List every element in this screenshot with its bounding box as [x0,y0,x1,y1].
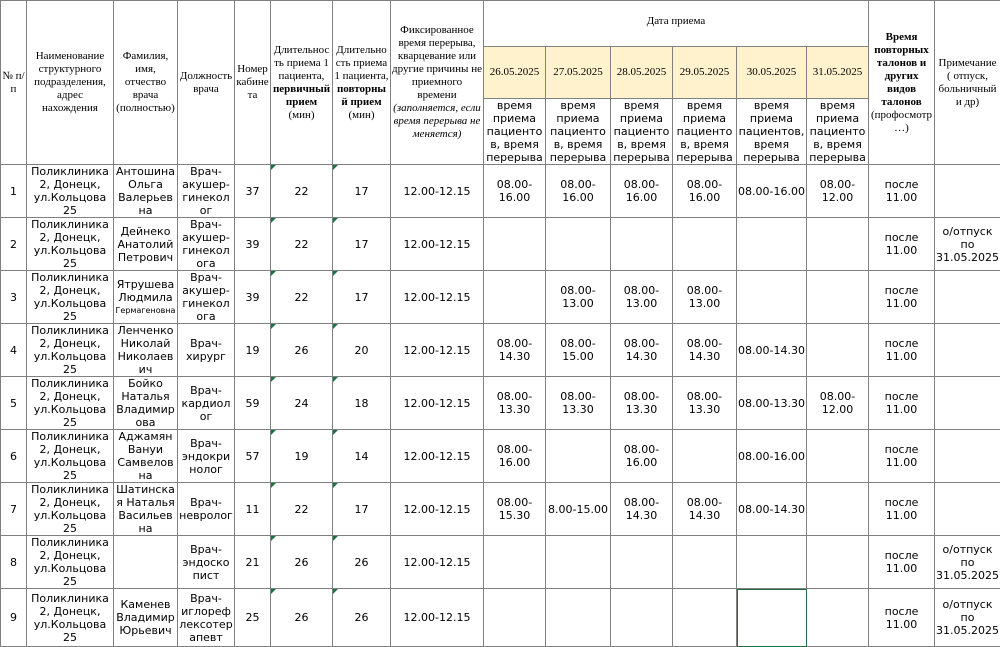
schedule-cell[interactable]: 08.00-16.00 [484,430,546,483]
notes-cell[interactable]: о/отпуск по 31.05.2025 [935,218,1000,271]
doctor-name: Шатинская Наталья Васильевна [116,483,175,535]
primary-duration-cell[interactable]: 22 [271,218,333,271]
position-cell[interactable]: Врач-акушер-гинеколога [178,271,235,324]
schedule-cell[interactable]: 08.00-15.00 [546,324,611,377]
header-repeat-unit: (мин) [348,109,374,121]
division-cell[interactable]: Поликлиника 2, Донецк, ул.Кольцова 25 [27,536,114,589]
row-number[interactable]: 5 [1,377,27,430]
schedule-cell[interactable] [807,218,869,271]
break-time-cell[interactable]: 12.00-12.15 [391,324,484,377]
sub-label: время приема пациентов, время перерыва [484,99,546,165]
break-time-cell[interactable]: 12.00-12.15 [391,483,484,536]
row-number[interactable]: 1 [1,165,27,218]
header-row-1 [1,1,1000,47]
doctor-name-cell[interactable] [114,430,178,483]
header-division: Наименование структурного подразделения, адрес нахождения [27,1,114,165]
later-tickets-cell[interactable]: после 11.00 [869,430,935,483]
doctor-name: Ленченко Николай Николаевич [117,324,173,376]
division-cell[interactable]: Поликлиника 2, Донецк, ул.Кольцова 25 [27,271,114,324]
schedule-cell[interactable] [807,589,869,647]
schedule-cell[interactable] [737,589,807,647]
cabinet-cell[interactable]: 19 [235,324,271,377]
table-row [1,377,1000,430]
schedule-cell[interactable] [546,536,611,589]
schedule-cell[interactable]: 08.00-16.00 [673,165,737,218]
doctor-name: Ятрушева Людмила [117,278,175,304]
later-tickets-cell[interactable]: после 11.00 [869,165,935,218]
division-cell[interactable]: Поликлиника 2, Донецк, ул.Кольцова 25 [27,377,114,430]
primary-duration-cell[interactable]: 22 [271,165,333,218]
schedule-cell[interactable]: 08.00-16.00 [737,165,807,218]
header-primary-unit: (мин) [288,109,314,121]
repeat-duration-cell[interactable]: 17 [333,165,391,218]
date-cell[interactable]: 26.05.2025 [484,47,546,99]
schedule-cell[interactable] [546,218,611,271]
repeat-duration-cell[interactable]: 26 [333,536,391,589]
table-row [1,430,1000,483]
header-break-text: Фиксированное время перерыва, кварцевание или другие причины не приемного времени [392,24,482,102]
sub-label: время приема пациентов, время перерыва [611,99,673,165]
break-time-cell[interactable]: 12.00-12.15 [391,271,484,324]
schedule-cell[interactable]: 08.00-13.00 [673,271,737,324]
schedule-cell[interactable] [737,536,807,589]
primary-duration-cell[interactable]: 26 [271,324,333,377]
later-tickets-cell[interactable]: после 11.00 [869,271,935,324]
table-row [1,536,1000,589]
sub-label: время приема пациентов, время перерыва [807,99,869,165]
sub-label: время приема пациентов, время перерыва [673,99,737,165]
table-row [1,589,1000,647]
sub-label: время приема пациентов, время перерыва [737,99,807,165]
date-cell[interactable]: 29.05.2025 [673,47,737,99]
notes-cell[interactable]: о/отпуск по 31.05.2025 [935,589,1000,647]
position-cell[interactable]: Врач-акушер-гинеколог [178,165,235,218]
doctor-name-cell[interactable] [114,589,178,647]
schedule-cell[interactable] [807,483,869,536]
header-primary-text: Длительность приема 1 пациента, [274,44,330,82]
table-row [1,271,1000,324]
schedule-cell[interactable]: 08.00-14.30 [611,324,673,377]
cabinet-cell[interactable]: 57 [235,430,271,483]
schedule-cell[interactable] [611,589,673,647]
doctor-name-cell[interactable] [114,483,178,536]
repeat-duration-cell[interactable]: 14 [333,430,391,483]
notes-cell[interactable] [935,430,1000,483]
schedule-cell[interactable]: 8.00-15.00 [546,483,611,536]
notes-cell[interactable]: о/отпуск по 31.05.2025 [935,536,1000,589]
schedule-cell[interactable] [737,218,807,271]
break-time-cell[interactable]: 12.00-12.15 [391,536,484,589]
schedule-cell[interactable] [673,218,737,271]
header-break-note: (заполняется, если время перерыва не меняется) [392,102,482,141]
schedule-cell[interactable]: 08.00-13.30 [673,377,737,430]
row-number[interactable]: 6 [1,430,27,483]
primary-duration-cell[interactable]: 22 [271,271,333,324]
break-time-cell[interactable]: 12.00-12.15 [391,430,484,483]
cabinet-cell[interactable]: 39 [235,218,271,271]
header-dates-group: Дата приема [484,1,869,47]
schedule-cell[interactable]: 08.00-15.30 [484,483,546,536]
later-tickets-cell[interactable]: после 11.00 [869,218,935,271]
schedule-cell[interactable] [484,536,546,589]
schedule-cell[interactable]: 08.00-14.30 [611,483,673,536]
position-cell[interactable]: Врач-акушер-гинеколога [178,218,235,271]
schedule-cell[interactable] [807,324,869,377]
cabinet-cell[interactable]: 25 [235,589,271,647]
header-num: № п/п [1,1,27,165]
schedule-cell[interactable]: 08.00-16.00 [484,165,546,218]
position-cell[interactable]: Врач-эндокринолог [178,430,235,483]
doctor-name: Аджамян Вануи Самвеловна [117,430,173,482]
schedule-cell[interactable]: 08.00-12.00 [807,165,869,218]
header-later-title: Время повторных талонов и других видов талонов [870,31,933,109]
header-cabinet: Номер кабинета [235,1,271,165]
row-number[interactable]: 4 [1,324,27,377]
later-tickets-cell[interactable]: после 11.00 [869,589,935,647]
position-cell[interactable]: Врач-невролог [178,483,235,536]
break-time-cell[interactable]: 12.00-12.15 [391,377,484,430]
header-primary [271,1,333,165]
schedule-cell[interactable] [673,430,737,483]
schedule-cell[interactable]: 08.00-16.00 [737,430,807,483]
header-primary-bold: первичный прием [273,83,330,108]
position-cell[interactable]: Врач-хирург [178,324,235,377]
table-row [1,324,1000,377]
repeat-duration-cell[interactable]: 17 [333,271,391,324]
break-time-cell[interactable]: 12.00-12.15 [391,165,484,218]
header-position: Должность врача [178,1,235,165]
later-tickets-cell[interactable]: после 11.00 [869,483,935,536]
doctor-name: Антошина Ольга Валерьевна [116,165,175,217]
header-repeat-bold: повторный прием [337,83,386,108]
division-cell[interactable]: Поликлиника 2, Донецк, ул.Кольцова 25 [27,430,114,483]
cabinet-cell[interactable]: 37 [235,165,271,218]
cabinet-cell[interactable]: 11 [235,483,271,536]
primary-duration-cell[interactable]: 24 [271,377,333,430]
repeat-duration-cell[interactable]: 18 [333,377,391,430]
schedule-cell[interactable] [673,589,737,647]
header-break [391,1,484,165]
schedule-cell[interactable]: 08.00-14.30 [737,324,807,377]
header-notes: Примечание ( отпуск, больничный и др) [935,1,1000,165]
row-number[interactable]: 7 [1,483,27,536]
primary-duration-cell[interactable]: 26 [271,536,333,589]
notes-cell[interactable] [935,324,1000,377]
schedule-cell[interactable]: 08.00-16.00 [546,165,611,218]
doctor-name-cell[interactable] [114,377,178,430]
schedule-cell[interactable]: 08.00-14.30 [737,483,807,536]
schedule-cell[interactable] [807,430,869,483]
doctor-name: Бойко Наталья Владимирова [116,377,175,429]
schedule-cell[interactable]: 08.00-13.30 [737,377,807,430]
cabinet-cell[interactable]: 59 [235,377,271,430]
doctor-name-cell[interactable] [114,324,178,377]
schedule-cell[interactable] [737,271,807,324]
notes-cell[interactable] [935,271,1000,324]
division-cell[interactable]: Поликлиника 2, Донецк, ул.Кольцова 25 [27,483,114,536]
break-time-cell[interactable]: 12.00-12.15 [391,218,484,271]
date-cell[interactable]: 31.05.2025 [807,47,869,99]
schedule-cell[interactable]: 08.00-13.00 [611,271,673,324]
position-cell[interactable]: Врач-иглорефлексотерапевт [178,589,235,647]
schedule-cell[interactable] [484,218,546,271]
header-later-note: (профосмотр…) [870,109,933,135]
row-number[interactable]: 8 [1,536,27,589]
schedule-cell[interactable] [611,218,673,271]
table-row [1,165,1000,218]
cabinet-cell[interactable]: 39 [235,271,271,324]
primary-duration-cell[interactable]: 26 [271,589,333,647]
division-cell[interactable]: Поликлиника 2, Донецк, ул.Кольцова 25 [27,165,114,218]
sub-label: время приема пациентов, время перерыва [546,99,611,165]
doctor-name: Дейнеко Анатолий Петрович [118,225,174,264]
header-repeat-text: Длительность приема 1 пациента, [334,44,388,82]
row-number[interactable]: 2 [1,218,27,271]
division-cell[interactable]: Поликлиника 2, Донецк, ул.Кольцова 25 [27,324,114,377]
schedule-cell[interactable]: 08.00-14.30 [484,324,546,377]
division-cell[interactable]: Поликлиника 2, Донецк, ул.Кольцова 25 [27,218,114,271]
schedule-cell[interactable] [546,430,611,483]
doctor-name-cell[interactable] [114,165,178,218]
table-row [1,218,1000,271]
schedule-cell[interactable]: 08.00-12.00 [807,377,869,430]
later-tickets-cell[interactable]: после 11.00 [869,536,935,589]
division-cell[interactable]: Поликлиника 2, Донецк, ул.Кольцова 25 [27,589,114,647]
notes-cell[interactable] [935,377,1000,430]
primary-duration-cell[interactable]: 19 [271,430,333,483]
break-time-cell[interactable]: 12.00-12.15 [391,589,484,647]
doctor-name-cell[interactable] [114,271,178,324]
notes-cell[interactable] [935,483,1000,536]
repeat-duration-cell[interactable]: 17 [333,218,391,271]
repeat-duration-cell[interactable]: 20 [333,324,391,377]
schedule-cell[interactable]: 08.00-13.30 [546,377,611,430]
notes-cell[interactable] [935,165,1000,218]
schedule-cell[interactable]: 08.00-16.00 [611,165,673,218]
later-tickets-cell[interactable]: после 11.00 [869,377,935,430]
header-repeat [333,1,391,165]
position-cell[interactable]: Врач-эндоскопист [178,536,235,589]
schedule-cell[interactable]: 08.00-13.30 [611,377,673,430]
schedule-cell[interactable] [807,536,869,589]
doctor-name-cell[interactable] [114,536,178,589]
repeat-duration-cell[interactable]: 17 [333,483,391,536]
schedule-cell[interactable]: 08.00-16.00 [611,430,673,483]
date-cell[interactable]: 30.05.2025 [737,47,807,99]
schedule-cell[interactable] [673,536,737,589]
doctor-name: Каменев Владимир Юрьевич [116,598,175,637]
later-tickets-cell[interactable]: после 11.00 [869,324,935,377]
schedule-cell[interactable]: 08.00-14.30 [673,324,737,377]
schedule-cell[interactable] [546,589,611,647]
table-row [1,483,1000,536]
cabinet-cell[interactable]: 21 [235,536,271,589]
position-cell[interactable]: Врач-кардиолог [178,377,235,430]
header-fio: Фамилия, имя, отчество врача (полностью) [114,1,178,165]
schedule-cell[interactable] [611,536,673,589]
date-cell[interactable]: 27.05.2025 [546,47,611,99]
repeat-duration-cell[interactable]: 26 [333,589,391,647]
primary-duration-cell[interactable]: 22 [271,483,333,536]
header-later [869,1,935,165]
date-cell[interactable]: 28.05.2025 [611,47,673,99]
schedule-cell[interactable]: 08.00-13.30 [484,377,546,430]
row-number[interactable]: 3 [1,271,27,324]
schedule-cell[interactable]: 08.00-13.00 [546,271,611,324]
schedule-cell[interactable]: 08.00-14.30 [673,483,737,536]
doctor-patronymic: Гермагеновна [115,304,176,317]
schedule-cell[interactable] [484,271,546,324]
schedule-cell[interactable] [484,589,546,647]
schedule-cell[interactable] [807,271,869,324]
doctor-name-cell[interactable] [114,218,178,271]
row-number[interactable]: 9 [1,589,27,647]
